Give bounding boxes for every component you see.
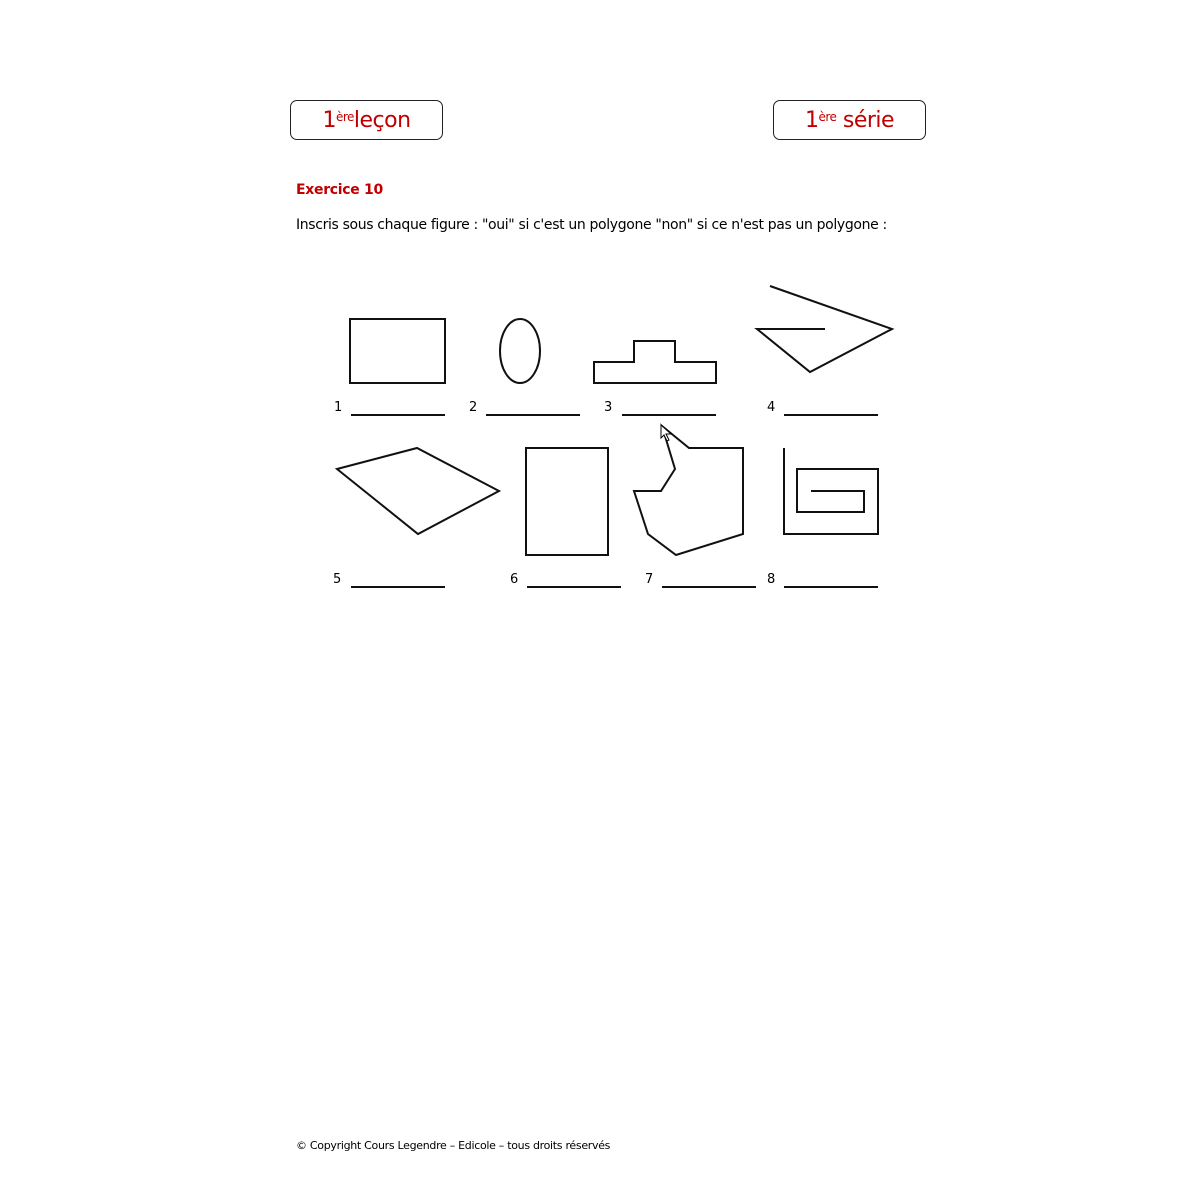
figure-5-number: 5 (333, 572, 342, 587)
figure-5-quadrilateral (337, 448, 499, 534)
figure-4-answer-line[interactable] (784, 414, 878, 416)
figure-2-number: 2 (469, 400, 478, 415)
figure-1-answer-line[interactable] (351, 414, 445, 416)
figure-8-open-spiral (784, 448, 878, 534)
mouse-cursor-icon (660, 424, 674, 442)
series-ordinal: 1 (804, 107, 819, 133)
figure-2-ellipse (500, 319, 540, 383)
figure-7-answer-line[interactable] (662, 586, 756, 588)
figure-4-number: 4 (767, 400, 776, 415)
figure-6-number: 6 (510, 572, 519, 587)
figure-3-answer-line[interactable] (622, 414, 716, 416)
figure-3-number: 3 (604, 400, 613, 415)
figure-1-number: 1 (334, 400, 343, 415)
lesson-ordinal: 1 (322, 107, 336, 133)
figure-3-stepped-polygon (594, 341, 716, 383)
lesson-label: leçon (353, 107, 411, 133)
series-label: série (836, 107, 895, 133)
figure-1-rectangle (350, 319, 445, 383)
figure-4-open-polyline (757, 286, 892, 372)
figure-8-number: 8 (767, 572, 776, 587)
exercise-title: Exercice 10 (296, 182, 383, 198)
figure-2-answer-line[interactable] (486, 414, 580, 416)
figure-5-answer-line[interactable] (351, 586, 445, 588)
figure-8-answer-line[interactable] (784, 586, 878, 588)
figure-6-rectangle (526, 448, 608, 555)
figure-7-number: 7 (645, 572, 654, 587)
copyright-footer: © Copyright Cours Legendre – Edicole – tous droits réservés (296, 1139, 611, 1152)
figure-7-irregular-polygon (634, 426, 743, 555)
lesson-label-box: 1 $^{ère}$ leçon (290, 100, 443, 140)
figure-6-answer-line[interactable] (527, 586, 621, 588)
series-label-box: 1 $^{ère}$ série (773, 100, 926, 140)
exercise-instruction: Inscris sous chaque figure : "oui" si c'est un polygone "non" si ce n'est pas un polygone : (296, 217, 887, 233)
